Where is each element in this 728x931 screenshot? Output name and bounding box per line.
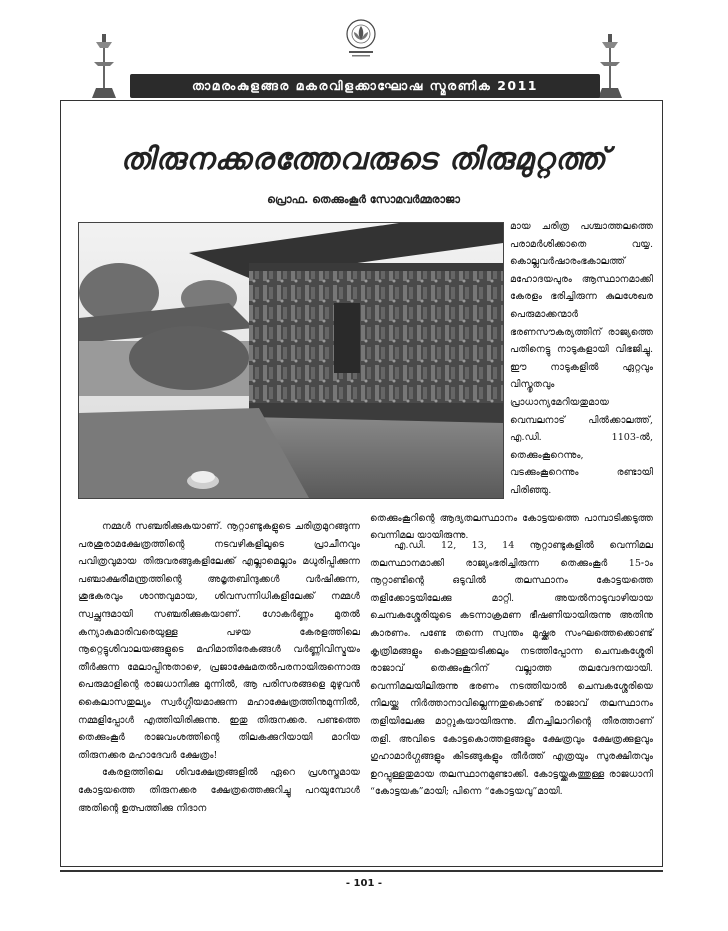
lotus-emblem-icon (344, 18, 378, 58)
paragraph: എ.ഡി. 12, 13, 14 നൂറ്റാണ്ടുകളിൽ വെന്നിമല തലസ്ഥാനമാക്കി രാജ്യംഭരിച്ചിരുന്ന തെക്കുംകൂർ 15-ാം നൂറ്റാണ്ടിന്റെ ഒടുവിൽ തലസ്ഥാനം കോട്ടയത്തെ തളിക്കോട്ടയിലേക്കു മാറ്റി. അയൽനാടുവാഴിയായ ചെമ്പകശ്ശേരിയുടെ കടന്നാക്രമണ ഭീഷണിയായിരുന്നു അതിനു കാരണം. പണ്ടേ തന്നെ സ്വന്തം മുഷ്ക്കര സംഘത്തെക്കൊണ്ട് കൃത്രിമങ്ങളും കൊള്ളയടിക്കലും നടത്തിപ്പോന്ന ചെമ്പകശ്ശേരി രാജാവ് തെക്കുംകൂറിന് വല്ലാത്ത തലവേദനയായി. വെന്നിമലയിലിരുന്നു ഭരണം നടത്തിയാൽ ചെമ്പകശ്ശേരിയെ നിലയ്ക്കു നിർത്താനാവില്ലെന്നതുകൊണ്ട് രാജാവ് തലസ്ഥാനം തളിയിലേക്കു മാറ്റുകയായിരുന്നു. മീനച്ചിലാറിന്റെ തീരത്താണ് തളി. അവിടെ കോട്ടകൊത്തളങ്ങളും ക്ഷേത്രവും ക്ഷേത്രക്കുളവും ഗുഹാമാർഗ്ഗങ്ങളും കിടങ്ങുകളും തീർത്ത് എത്രയും സുരക്ഷിതവും ഉറപ്പുള്ളതുമായ തലസ്ഥാനമുണ്ടാക്കി. കോട്ടയ്ക്കകത്തുള്ള രാജധാനി “കോട്ടയക”മായി; പിന്നെ “കോട്ടയവു”മായി. (370, 540, 653, 798)
paragraph: കേരളത്തിലെ ശിവക്ഷേത്രങ്ങളിൽ ഏറെ പ്രശസ്തമായ കോട്ടയത്തെ തിരുനക്കര ക്ഷേത്രത്തെക്കുറിച്ചു പറയുമ്പോൾ അതിന്റെ ഉത്പത്തിക്കു നിദാന (78, 767, 360, 814)
footer-divider (60, 870, 663, 872)
right-top-text (510, 218, 653, 500)
left-column (78, 518, 360, 817)
temple-photo-icon (78, 222, 504, 499)
paragraph: തെക്കുംകൂറിന്റെ ആദ്യതലസ്ഥാനം കോട്ടയത്തെ പാമ്പാടിക്കടുത്ത വെന്നിമല യായിരുന്നു. (370, 512, 653, 542)
right-column (370, 537, 653, 801)
oil-lamp-icon-right (596, 32, 624, 100)
page-number: - 101 - (345, 878, 383, 889)
paragraph: നമ്മൾ സഞ്ചരിക്കുകയാണ്. നൂറ്റാണ്ടുകളുടെ ചരിത്രമുറങ്ങുന്ന പരശുരാമക്ഷേത്രത്തിന്റെ നടവഴികളിലൂടെ പ്രാചീനവും പവിത്രവുമായ തിരുവരങ്ങുകളിലേക്ക് എല്ലാമെല്ലാം മധുരിപ്പിക്കുന്ന പഞ്ചാക്ഷരീമന്ത്രത്തിന്റെ അമൃതബിന്ദുക്കൾ വർഷിക്കുന്ന, ശുഭകരവും ശാന്തവുമായ, ശിവസന്നിധികളിലേക്ക് നമ്മൾ സ്വച്ഛന്ദമായി സഞ്ചരിക്കുകയാണ്. ഗോകർണ്ണം മുതൽ കന്യാകുമാരിവരെയുള്ള പഴയ കേരളത്തിലെ നൂറ്റെട്ടുശിവാലയങ്ങളുടെ മഹിമാതിരേകങ്ങൾ വർണ്ണിവിസ്മയം തീർക്കുന്ന മേലാപ്പിനുതാഴെ, പ്രജാക്ഷേമതൽപരനായിരുന്നൊരു പെരുമാളിന്റെ രാജധാനിക്കു മുന്നിൽ, ആ പരിസരങ്ങളെ മുഴുവൻ കൈലാസതുല്യം സ്വർഗ്ഗീയമാക്കുന്ന മഹാക്ഷേത്രത്തിനുമുന്നിൽ, നമ്മളിപ്പോൾ എത്തിയിരിക്കുന്നു. ഇതു തിരുനക്കര. പണ്ടത്തെ തെക്കുംകൂർ രാജവംശത്തിന്റെ തിലകക്കുറിയായി മാറിയ തിരുനക്കര മഹാദേവർ ക്ഷേത്രം! (78, 521, 360, 761)
article-title: തിരുനക്കരത്തേവരുടെ തിരുമുറ്റത്ത് (120, 142, 607, 177)
article-author: പ്രൊഫ. തെക്കുംകൂർ സോമവർമ്മരാജാ (267, 193, 460, 206)
publication-title: താമരംകുളങ്ങര മകരവിളക്കാഘോഷ സ്മരണിക 2011 (192, 78, 538, 93)
paragraph: മായ ചരിത്ര പശ്ചാത്തലത്തെ പരാമർശിക്കാതെ വയ്യ. കൊല്ലവർഷാരംഭകാലത്ത് മഹോദയപുരം ആസ്ഥാനമാക്കി കേരളം ഭരിച്ചിരുന്ന കുലശേഖര പെരുമാക്കന്മാർ ഭരണസൗകര്യത്തിന് രാജ്യത്തെ പതിനെട്ടു നാടുകളായി വിഭജിച്ചു. ഈ നാടുകളിൽ ഏറ്റവും വിസ്തൃതവും പ്രാധാന്യമേറിയതുമായ വെമ്പലനാട് പിൽക്കാലത്ത്, എ.ഡി. 1103-ൽ, തെക്കുംകൂറെന്നും, വടക്കുംകൂറെന്നും രണ്ടായി പിരിഞ്ഞു. (510, 221, 653, 496)
oil-lamp-icon-left (90, 32, 118, 100)
